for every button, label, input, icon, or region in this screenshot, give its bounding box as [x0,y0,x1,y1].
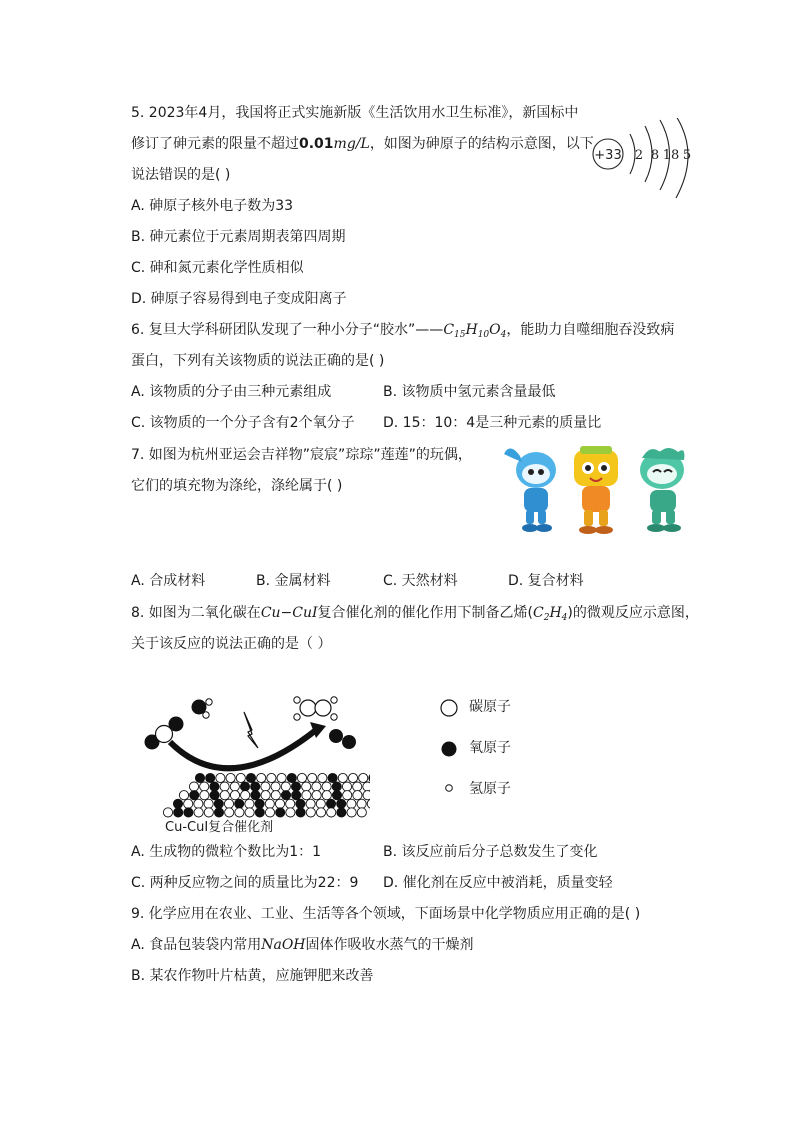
q8-stem-line2: 关于该反应的说法正确的是（ ） [131,636,332,652]
q6-option-d: D. 15：10：4是三种元素的质量比 [383,415,602,431]
q8-option-b: B. 该反应前后分子总数发生了变化 [383,844,598,860]
nucleus-charge: +33 [594,148,622,163]
catalyst-atom [281,782,290,791]
catalyst-atom [226,773,235,782]
q5-stem-line3: 说法错误的是( ) [131,167,231,183]
catalyst-atom [184,808,193,817]
catalyst-atom [255,799,264,808]
q8-option-c: C. 两种反应物之间的质量比为22：9 [131,875,359,891]
catalyst-atom [326,799,335,808]
q5-stem-line1: 5. 2023年4月，我国将正式实施新版《生活饮用水卫生标准》，新国标中 [131,105,579,121]
catalyst-atom [214,799,223,808]
catalyst-atom [246,773,255,782]
arsenic-atom-diagram [588,118,698,204]
q6-stem-text-end: ，能助力自噬细胞吞没致病 [506,322,675,338]
catalyst-atom [316,799,325,808]
catalyst-atom [251,791,260,800]
shell-electrons: 2 [634,148,644,163]
catalyst-atom [369,773,370,782]
catalyst-atom [306,799,315,808]
catalyst-atom [173,799,182,808]
catalyst-atom [286,808,295,817]
catalyst-atom [363,791,370,800]
catalyst-surface [163,773,370,817]
q5-limit-value: 0.01 [299,136,334,152]
catalyst-atom [220,782,229,791]
mascot-green [640,448,684,532]
q8-stem-text-end: )的微观反应示意图， [567,605,699,621]
q8-catalyst-formula: Cu−CuI [260,605,318,621]
catalyst-atom [245,799,254,808]
catalyst-atom [179,791,188,800]
catalyst-atom [224,799,233,808]
q8-ethylene-formula: $C_2H_4$ [533,605,568,623]
catalyst-atom [353,791,362,800]
q6-stem-text: 6. 复旦大学科研团队发现了一种小分子“胶水”—— [131,322,444,338]
catalyst-atom [348,773,357,782]
catalyst-atom [338,773,347,782]
co2-molecule [145,717,184,750]
energy-lightning [244,712,258,748]
catalyst-atom [332,791,341,800]
catalyst-atom [347,808,356,817]
catalyst-atom [240,782,249,791]
q7-stem-line1: 7. 如图为杭州亚运会吉祥物”宸宸”琮琮”莲莲”的玩偶， [131,447,472,463]
catalyst-atom [337,799,346,808]
catalyst-atom [343,791,352,800]
q5-stem-text: 修订了砷元素的限量不超过 [131,136,299,152]
q7-option-b: B. 金属材料 [256,573,331,589]
reaction-arrow [170,730,316,768]
catalyst-atom [184,799,193,808]
legend-carbon: 碳原子 [469,699,511,715]
q9-option-a-text-end: 固体作吸收水蒸气的干燥剂 [305,937,474,953]
catalyst-atom [292,791,301,800]
catalyst-atom [255,808,264,817]
catalyst-atom [332,782,341,791]
catalyst-atom [230,791,239,800]
reaction-diagram [140,690,370,820]
legend-hydrogen: 氢原子 [469,781,511,797]
catalyst-atom [275,799,284,808]
catalyst-atom [322,782,331,791]
c2h4-molecule [294,697,337,720]
catalyst-atom [357,808,366,817]
q6-stem-line2: 蛋白，下列有关该物质的说法正确的是( ) [131,353,385,369]
q8-stem-text: 8. 如图为二氧化碳在 [131,605,261,621]
catalyst-atom [318,773,327,782]
q5-limit-unit: mg/L [333,136,370,152]
legend-symbols [438,697,462,801]
q5-option-a: A. 砷原子核外电子数为33 [131,198,294,214]
catalyst-atom [302,782,311,791]
catalyst-atom [257,773,266,782]
catalyst-atom [367,799,370,808]
catalyst-atom [306,808,315,817]
catalyst-atom [210,791,219,800]
catalyst-atom [190,791,199,800]
catalyst-atom [276,808,285,817]
q6-option-b: B. 该物质中氢元素含量最低 [383,384,556,400]
catalyst-atom [265,799,274,808]
catalyst-atom [267,773,276,782]
catalyst-atom [297,773,306,782]
o2-molecule [329,729,356,749]
q6-formula: $C_{15}H_{10}O_4$ [443,322,507,340]
catalyst-atom [353,782,362,791]
q5-option-b: B. 砷元素位于元素周期表第四周期 [131,229,346,245]
q7-stem-line2: 它们的填充物为涤纶，涤纶属于( ) [131,478,343,494]
catalyst-atom [204,808,213,817]
q8-option-a: A. 生成物的微粒个数比为1：1 [131,844,322,860]
catalyst-atom [174,808,183,817]
catalyst-atom [210,782,219,791]
catalyst-atom [363,782,370,791]
shell-electrons: 5 [682,148,692,163]
catalyst-atom [225,808,234,817]
catalyst-atom [271,782,280,791]
catalyst-atom [316,808,325,817]
catalyst-atom [189,782,198,791]
q5-stem-line2 [131,134,594,154]
catalyst-atom [236,773,245,782]
catalyst-atom [327,808,336,817]
q9-naoh-formula: NaOH [261,937,306,953]
q9-stem: 9. 化学应用在农业、工业、生活等各个领域，下面场景中化学物质应用正确的是( ) [131,906,641,922]
catalyst-atom [245,808,254,817]
carbon-atom-symbol [441,700,457,716]
catalyst-atom [357,799,366,808]
q9-option-a [131,935,474,955]
catalyst-atom [302,791,311,800]
catalyst-atom [194,808,203,817]
catalyst-atom [206,773,215,782]
catalyst-atom [261,782,270,791]
q6-option-a: A. 该物质的分子由三种元素组成 [131,384,332,400]
mascot-blue [504,448,556,532]
catalyst-atom [287,773,296,782]
catalyst-atom [204,799,213,808]
catalyst-atom [296,808,305,817]
catalyst-atom [347,799,356,808]
catalyst-atom [312,791,321,800]
catalyst-atom [296,799,305,808]
catalyst-atom [291,782,300,791]
catalyst-atom [265,808,274,817]
hydrogen-atom-symbol [446,785,453,792]
q5-option-c: C. 砷和氮元素化学性质相似 [131,260,304,276]
q9-option-b: B. 某农作物叶片枯黄，应施钾肥来改善 [131,968,374,984]
catalyst-atom [337,808,346,817]
catalyst-atom [286,799,295,808]
catalyst-atom [200,791,209,800]
catalyst-atom [322,791,331,800]
q7-option-c: C. 天然材料 [383,573,458,589]
q8-stem-line1 [131,603,699,628]
catalyst-atom [328,773,337,782]
mascot-yellow [574,446,618,534]
q8-option-d: D. 催化剂在反应中被消耗，质量变轻 [383,875,613,891]
catalyst-atom [277,773,286,782]
catalyst-atom [359,773,368,782]
catalyst-atom [216,773,225,782]
q5-stem-text-end: ，如图为砷原子的结构示意图，以下 [369,136,594,152]
q5-option-d: D. 砷原子容易得到电子变成阳离子 [131,291,347,307]
shell-electrons: 18 [662,148,680,163]
catalyst-atom [230,782,239,791]
asian-games-mascots-image [500,444,700,536]
catalyst-atom [194,799,203,808]
catalyst-atom [308,773,317,782]
catalyst-atom [281,791,290,800]
legend-oxygen: 氧原子 [469,740,511,756]
q8-stem-text-mid: 复合催化剂的催化作用下制备乙烯( [317,605,533,621]
catalyst-atom [271,791,280,800]
catalyst-atom [200,782,209,791]
catalyst-atom [235,808,244,817]
catalyst-atom [220,791,229,800]
catalyst-atom [235,799,244,808]
q7-option-d: D. 复合材料 [508,573,584,589]
q9-option-a-text: A. 食品包装袋内常用 [131,937,262,953]
q7-option-a: A. 合成材料 [131,573,206,589]
q6-option-c: C. 该物质的一个分子含有2个氧分子 [131,415,355,431]
catalyst-label: Cu-CuI复合催化剂 [165,820,274,835]
h2o-molecule [192,699,213,718]
catalyst-atom [342,782,351,791]
shell-electrons: 8 [650,148,660,163]
q6-stem-line1 [131,320,674,345]
catalyst-atom [261,791,270,800]
catalyst-atom [312,782,321,791]
catalyst-atom [241,791,250,800]
catalyst-atom [214,808,223,817]
catalyst-atom [195,773,204,782]
oxygen-atom-symbol [442,742,457,757]
catalyst-atom [163,808,172,817]
catalyst-atom [251,782,260,791]
